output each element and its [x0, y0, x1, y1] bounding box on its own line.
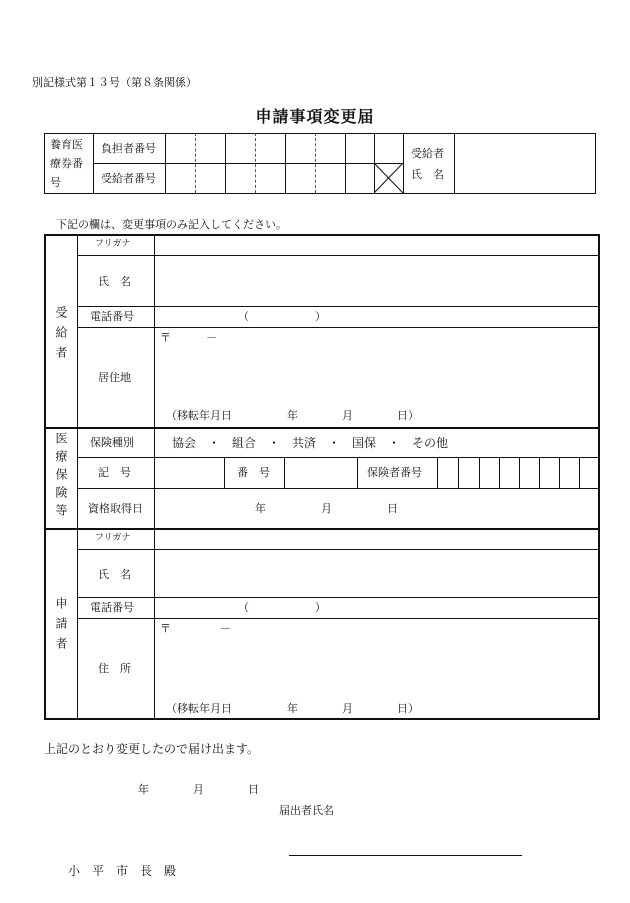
recipient-postal-mark: 〒	[160, 331, 171, 344]
number-label: 番 号	[237, 466, 270, 479]
recipient-furigana-label: フリガナ	[95, 239, 131, 249]
recipient-phone-label: 電話番号	[90, 310, 134, 323]
number-input[interactable]	[285, 458, 357, 488]
applicant-phone-paren: （ ）	[238, 601, 326, 614]
instruction: 下記の欄は、変更事項のみ記入してください。	[56, 218, 287, 231]
recipient-furigana-input[interactable]	[155, 236, 598, 255]
applicant-postal-dash: －	[220, 622, 231, 635]
ikusei-label-3: 号	[50, 176, 61, 189]
applicant-name-label: 氏 名	[98, 568, 131, 581]
insurance-type-label: 保険種別	[90, 436, 134, 449]
insurance-type-options[interactable]: 協会 ・ 組合 ・ 共済 ・ 国保 ・ その他	[172, 436, 449, 450]
acq-date-input[interactable]	[155, 489, 598, 528]
applicant-move-date: （移転年月日 年 月 日）	[166, 702, 419, 715]
jukyusha-bango-label: 受給者番号	[101, 172, 156, 185]
statement: 上記のとおり変更したので届け出ます。	[44, 742, 260, 756]
insurer-number-input[interactable]	[438, 458, 598, 488]
jukyusha-label: 受給者	[411, 147, 444, 160]
recipient-phone-input[interactable]	[155, 307, 598, 327]
applicant-address-label: 住 所	[98, 662, 131, 675]
applicant-phone-label: 電話番号	[90, 601, 134, 614]
futansha-bango-label: 負担者番号	[101, 142, 156, 155]
acq-date-value: 年 月 日	[255, 502, 398, 515]
applicant-postal-mark: 〒	[160, 622, 171, 635]
applicant-furigana-input[interactable]	[155, 530, 598, 549]
applicant-name-input[interactable]	[155, 550, 598, 597]
symbol-input[interactable]	[155, 458, 224, 488]
signature-line[interactable]	[289, 855, 522, 856]
jukyusha-bango-input[interactable]	[166, 164, 374, 193]
insurance-section-label: 医療保険等	[54, 432, 68, 522]
recipient-name-input[interactable]	[155, 256, 598, 306]
applicant-furigana-label: フリガナ	[95, 533, 131, 543]
recipient-phone-paren: （ ）	[238, 310, 326, 323]
form-number: 別記様式第１３号（第８条関係）	[32, 76, 197, 89]
page-title: 申請事項変更届	[255, 107, 375, 126]
submission-date: 年 月 日	[138, 783, 259, 796]
recipient-move-date: （移転年月日 年 月 日）	[166, 409, 419, 422]
ikusei-label-1: 養育医	[50, 138, 83, 151]
applicant-phone-input[interactable]	[155, 598, 598, 618]
jukyusha-name-input[interactable]	[455, 134, 595, 193]
ikusei-label-2: 療券番	[50, 157, 83, 170]
symbol-label: 記 号	[98, 466, 131, 479]
recipient-name-label: 氏 名	[98, 275, 131, 288]
recipient-section-label: 受給者	[54, 306, 68, 366]
recipient-address-input[interactable]	[155, 328, 598, 427]
acq-date-label: 資格取得日	[88, 502, 143, 515]
applicant-section-label: 申請者	[54, 597, 68, 657]
shimei-label: 氏 名	[411, 168, 444, 181]
addressee: 小 平 市 長 殿	[68, 864, 177, 878]
submitter-label: 届出者氏名	[279, 804, 334, 817]
recipient-address-label: 居住地	[98, 371, 131, 384]
futansha-bango-input[interactable]	[166, 134, 374, 163]
recipient-postal-dash: －	[206, 331, 217, 344]
insurer-number-label: 保険者番号	[367, 466, 422, 479]
applicant-address-input[interactable]	[155, 619, 598, 718]
crossed-cell	[374, 163, 404, 194]
